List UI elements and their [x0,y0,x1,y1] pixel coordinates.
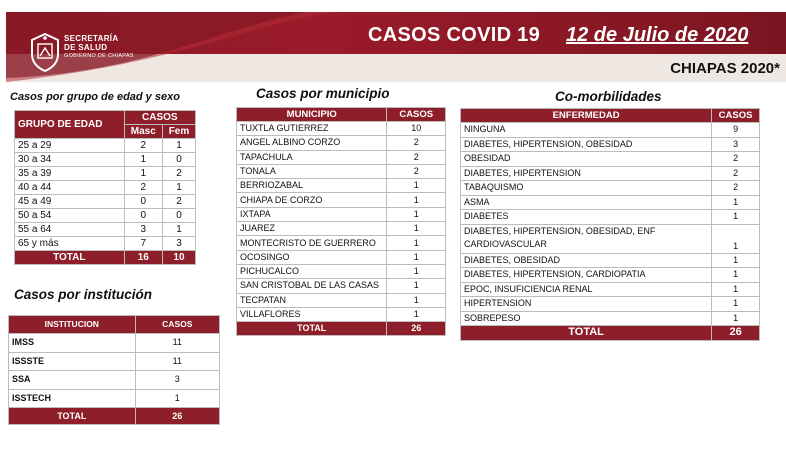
table-row [237,264,446,278]
table-row [237,122,446,136]
municipality-name-cell: ANGEL ALBINO CORZO [237,136,387,150]
logo-line-3: GOBIERNO DE CHIAPAS [64,53,134,59]
total-value: 26 [135,408,219,425]
cases-cell: 1 [387,207,446,221]
table-row [237,179,446,193]
total-label: TOTAL [15,251,125,265]
municipality-section-title: Casos por municipio [256,86,390,101]
cases-cell: 1 [387,279,446,293]
col-cases: CASOS [387,108,446,122]
cases-cell: 1 [712,268,760,283]
cases-cell: 10 [387,122,446,136]
agency-logo-text [64,34,134,61]
municipality-name-cell: BERRIOZABAL [237,179,387,193]
table-row [461,181,760,196]
total-label: TOTAL [461,326,712,341]
page-title: CASOS COVID 19 [368,24,541,46]
table-row [15,167,196,181]
disease-name-cell: ASMA [461,195,712,210]
table-row [237,250,446,264]
table-row [15,237,196,251]
municipality-total-row [237,322,446,336]
table-row [461,152,760,167]
age-group-cell: 45 a 49 [15,195,125,209]
table-row [9,371,220,390]
cases-cell: 1 [135,389,219,408]
table-row [15,139,196,153]
table-row [461,195,760,210]
table-row [461,311,760,326]
fem-cell: 1 [162,139,195,153]
state-seal-icon [28,32,62,72]
fem-cell: 2 [162,167,195,181]
fem-cell: 3 [162,237,195,251]
masc-cell: 2 [124,181,162,195]
age-group-cell: 25 a 29 [15,139,125,153]
masc-cell: 1 [124,153,162,167]
cases-cell: 1 [387,179,446,193]
table-row [237,236,446,250]
municipality-name-cell: TUXTLA GUTIERREZ [237,122,387,136]
total-fem: 10 [162,251,195,265]
table-row [237,207,446,221]
institution-name-cell: IMSS [9,334,136,353]
table-row [461,166,760,181]
report-date: 12 de Julio de 2020 [566,24,749,46]
fem-cell: 2 [162,195,195,209]
age-group-cell: 55 a 64 [15,223,125,237]
table-row [237,136,446,150]
cases-cell: 3 [712,137,760,152]
cases-cell: 9 [712,123,760,138]
logo-line-1: SECRETARÍA [64,34,119,43]
municipality-name-cell: IXTAPA [237,207,387,221]
table-row [237,150,446,164]
cases-cell: 11 [135,352,219,371]
age-table [14,110,196,265]
col-fem: Fem [162,125,195,139]
masc-cell: 2 [124,139,162,153]
disease-name-cell: DIABETES, HIPERTENSION, OBESIDAD, ENF CARDIOVASCULAR [461,224,712,253]
cases-cell: 1 [712,195,760,210]
masc-cell: 0 [124,195,162,209]
table-row [9,352,220,371]
municipality-name-cell: PICHUCALCO [237,264,387,278]
header-banner [6,12,786,82]
table-row [15,153,196,167]
municipality-name-cell: TONALA [237,164,387,178]
cases-cell: 1 [712,224,760,253]
masc-cell: 7 [124,237,162,251]
state-label: CHIAPAS 2020* [670,60,780,77]
institution-table [8,315,220,425]
table-row [461,297,760,312]
cases-cell: 2 [712,166,760,181]
fem-cell: 0 [162,209,195,223]
cases-cell: 1 [387,264,446,278]
table-row [9,389,220,408]
table-row [461,123,760,138]
disease-name-cell: TABAQUISMO [461,181,712,196]
cases-cell: 1 [712,282,760,297]
disease-name-cell: DIABETES, HIPERTENSION [461,166,712,181]
municipality-table [236,107,446,336]
age-section-title: Casos por grupo de edad y sexo [10,91,180,103]
total-label: TOTAL [237,322,387,336]
municipality-name-cell: SAN CRISTOBAL DE LAS CASAS [237,279,387,293]
comorbidity-table [460,108,760,341]
cases-cell: 1 [387,307,446,321]
cases-cell: 11 [135,334,219,353]
col-age-group: GRUPO DE EDAD [15,111,125,139]
table-row [461,282,760,297]
table-row [461,137,760,152]
table-row [237,222,446,236]
cases-cell: 1 [387,193,446,207]
col-municipality: MUNICIPIO [237,108,387,122]
fem-cell: 1 [162,181,195,195]
age-group-cell: 30 a 34 [15,153,125,167]
masc-cell: 1 [124,167,162,181]
cases-cell: 2 [387,150,446,164]
table-row [237,164,446,178]
table-row [237,279,446,293]
table-row [237,293,446,307]
disease-name-cell: DIABETES, HIPERTENSION, OBESIDAD [461,137,712,152]
disease-name-cell: DIABETES [461,210,712,225]
cases-cell: 3 [135,371,219,390]
col-institution: INSTITUCION [9,316,136,334]
institution-section-title: Casos por institución [14,287,153,302]
institution-total-row [9,408,220,425]
col-disease: ENFERMEDAD [461,109,712,123]
cases-cell: 1 [712,253,760,268]
comorbidity-section-title: Co-morbilidades [555,89,662,104]
total-label: TOTAL [9,408,136,425]
age-group-cell: 35 a 39 [15,167,125,181]
table-row [461,210,760,225]
disease-name-cell: HIPERTENSION [461,297,712,312]
comorbidity-total-row [461,326,760,341]
disease-name-cell: SOBREPESO [461,311,712,326]
municipality-name-cell: CHIAPA DE CORZO [237,193,387,207]
institution-name-cell: SSA [9,371,136,390]
cases-cell: 2 [712,152,760,167]
masc-cell: 0 [124,209,162,223]
col-cases: CASOS [135,316,219,334]
total-value: 26 [387,322,446,336]
col-masc: Masc [124,125,162,139]
disease-name-cell: DIABETES, OBESIDAD [461,253,712,268]
cases-cell: 1 [387,236,446,250]
logo-line-2: DE SALUD [64,43,108,52]
cases-cell: 2 [712,181,760,196]
table-row [15,195,196,209]
table-row [15,181,196,195]
masc-cell: 3 [124,223,162,237]
cases-cell: 1 [712,297,760,312]
age-group-cell: 65 y más [15,237,125,251]
table-row [15,223,196,237]
fem-cell: 0 [162,153,195,167]
cases-cell: 1 [387,222,446,236]
cases-cell: 1 [387,293,446,307]
table-row [237,307,446,321]
cases-cell: 1 [387,250,446,264]
institution-name-cell: ISSSTE [9,352,136,371]
age-group-cell: 50 a 54 [15,209,125,223]
disease-name-cell: NINGUNA [461,123,712,138]
cases-cell: 2 [387,136,446,150]
table-row [15,209,196,223]
cases-cell: 1 [712,311,760,326]
municipality-name-cell: TAPACHULA [237,150,387,164]
table-row [237,193,446,207]
municipality-name-cell: VILLAFLORES [237,307,387,321]
table-row [9,334,220,353]
col-cases: CASOS [712,109,760,123]
institution-name-cell: ISSTECH [9,389,136,408]
table-row [461,224,760,253]
table-row [461,268,760,283]
fem-cell: 1 [162,223,195,237]
municipality-name-cell: OCOSINGO [237,250,387,264]
total-value: 26 [712,326,760,341]
municipality-name-cell: MONTECRISTO DE GUERRERO [237,236,387,250]
total-masc: 16 [124,251,162,265]
disease-name-cell: EPOC, INSUFICIENCIA RENAL [461,282,712,297]
table-row [461,253,760,268]
cases-cell: 2 [387,164,446,178]
disease-name-cell: OBESIDAD [461,152,712,167]
col-cases: CASOS [124,111,195,125]
age-total-row [15,251,196,265]
cases-cell: 1 [712,210,760,225]
municipality-name-cell: TECPATAN [237,293,387,307]
municipality-name-cell: JUAREZ [237,222,387,236]
age-group-cell: 40 a 44 [15,181,125,195]
disease-name-cell: DIABETES, HIPERTENSION, CARDIOPATIA [461,268,712,283]
